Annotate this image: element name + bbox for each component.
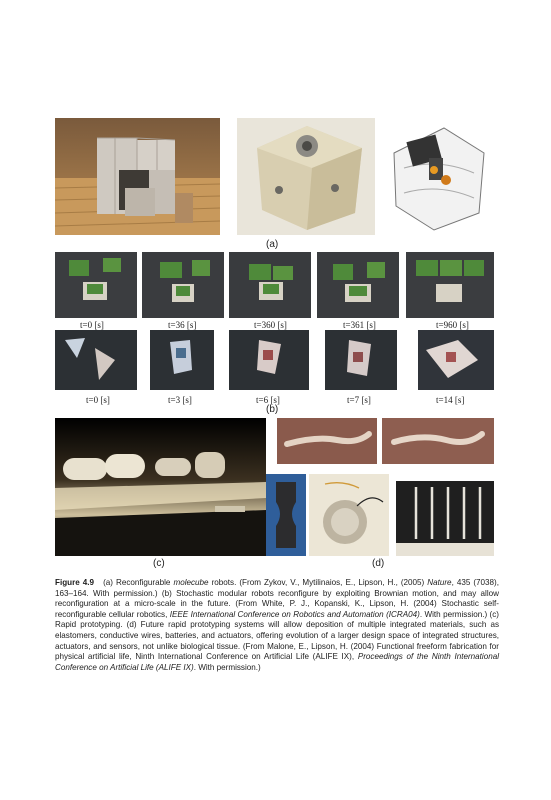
figure-caption — [55, 578, 499, 673]
panel-label-b: (b) — [266, 404, 279, 415]
triangle-robot-frame — [55, 330, 137, 390]
molecube-arch-photo — [55, 118, 220, 235]
rapid-prototyping-photo — [55, 418, 266, 556]
printed-actuator-photo — [266, 474, 306, 556]
caption-italic: IEEE International Conference on Robotics and Automation (ICRA04) — [169, 609, 420, 619]
caption-text: . With permission.) — [193, 662, 261, 672]
frame-time-label: t=3 [s] — [168, 395, 192, 405]
frame-time-label: t=7 [s] — [347, 395, 371, 405]
molecube-cad-render — [384, 118, 494, 235]
stochastic-robot-frame — [317, 252, 399, 318]
triangle-robot-frame — [150, 330, 214, 390]
stochastic-robot-frame — [55, 252, 137, 318]
panel-label-c: (c) — [153, 558, 165, 569]
caption-italic: Proceedings of the Ninth International Conference on Artificial Life (ALIFE IX) — [55, 652, 499, 672]
triangle-robot-frame — [229, 330, 309, 390]
panel-label-d: (d) — [372, 558, 385, 569]
caption-text: robots. (From Zykov, V., Mytilinaios, E., Lipson, H., (2005) — [208, 578, 428, 587]
printed-bone-photo — [277, 418, 377, 464]
caption-text: , 435 (7038), 163–164. With permission.) (b) Stochastic modular robots reconfigure by exploiting Brownian motion, and may allow reconfiguration at a micro-scale in the future. (From White, P. J., Kopanski, K., Lipson, H. (2004) Stochastic self-reconfigurable cellular robotics, — [55, 578, 500, 619]
printed-bone-photo — [382, 418, 494, 464]
caption-text: (a) Reconfigurable — [103, 578, 174, 587]
caption-text: . With permission.) (c) Rapid prototyping. (d) Future rapid prototyping systems will allow deposition of multiple integrated materials, such as elastomers, conductive wires, batteries, and actuators, offering evolution of a larger design space of integrated structures, actuators, and sensors, not unlike biological tissue. (From Malone, E., Lipson, H. (2004) Functional freeform fabrication for physical artificial life, Ninth International Conference on Artificial Life (ALIFE IX), — [55, 609, 499, 662]
frame-time-label: t=0 [s] — [80, 320, 104, 330]
caption-italic: Nature — [427, 578, 452, 587]
frame-time-label: t=6 [s] — [256, 395, 280, 405]
frame-time-label: t=36 [s] — [168, 320, 197, 330]
frame-time-label: t=14 [s] — [436, 395, 465, 405]
panel-label-a: (a) — [266, 239, 279, 250]
stochastic-robot-frame — [142, 252, 224, 318]
printed-wires-photo — [396, 481, 494, 556]
figure-label: Figure 4.9 — [55, 578, 95, 587]
triangle-robot-frame — [418, 330, 494, 390]
stochastic-robot-frame — [406, 252, 494, 318]
stochastic-robot-frame — [229, 252, 311, 318]
molecube-module-photo — [237, 118, 375, 235]
triangle-robot-frame — [325, 330, 397, 390]
caption-italic: molecube — [173, 578, 209, 587]
frame-time-label: t=960 [s] — [436, 320, 469, 330]
frame-time-label: t=360 [s] — [254, 320, 287, 330]
frame-time-label: t=0 [s] — [86, 395, 110, 405]
printed-battery-photo — [309, 474, 389, 556]
frame-time-label: t=361 [s] — [343, 320, 376, 330]
